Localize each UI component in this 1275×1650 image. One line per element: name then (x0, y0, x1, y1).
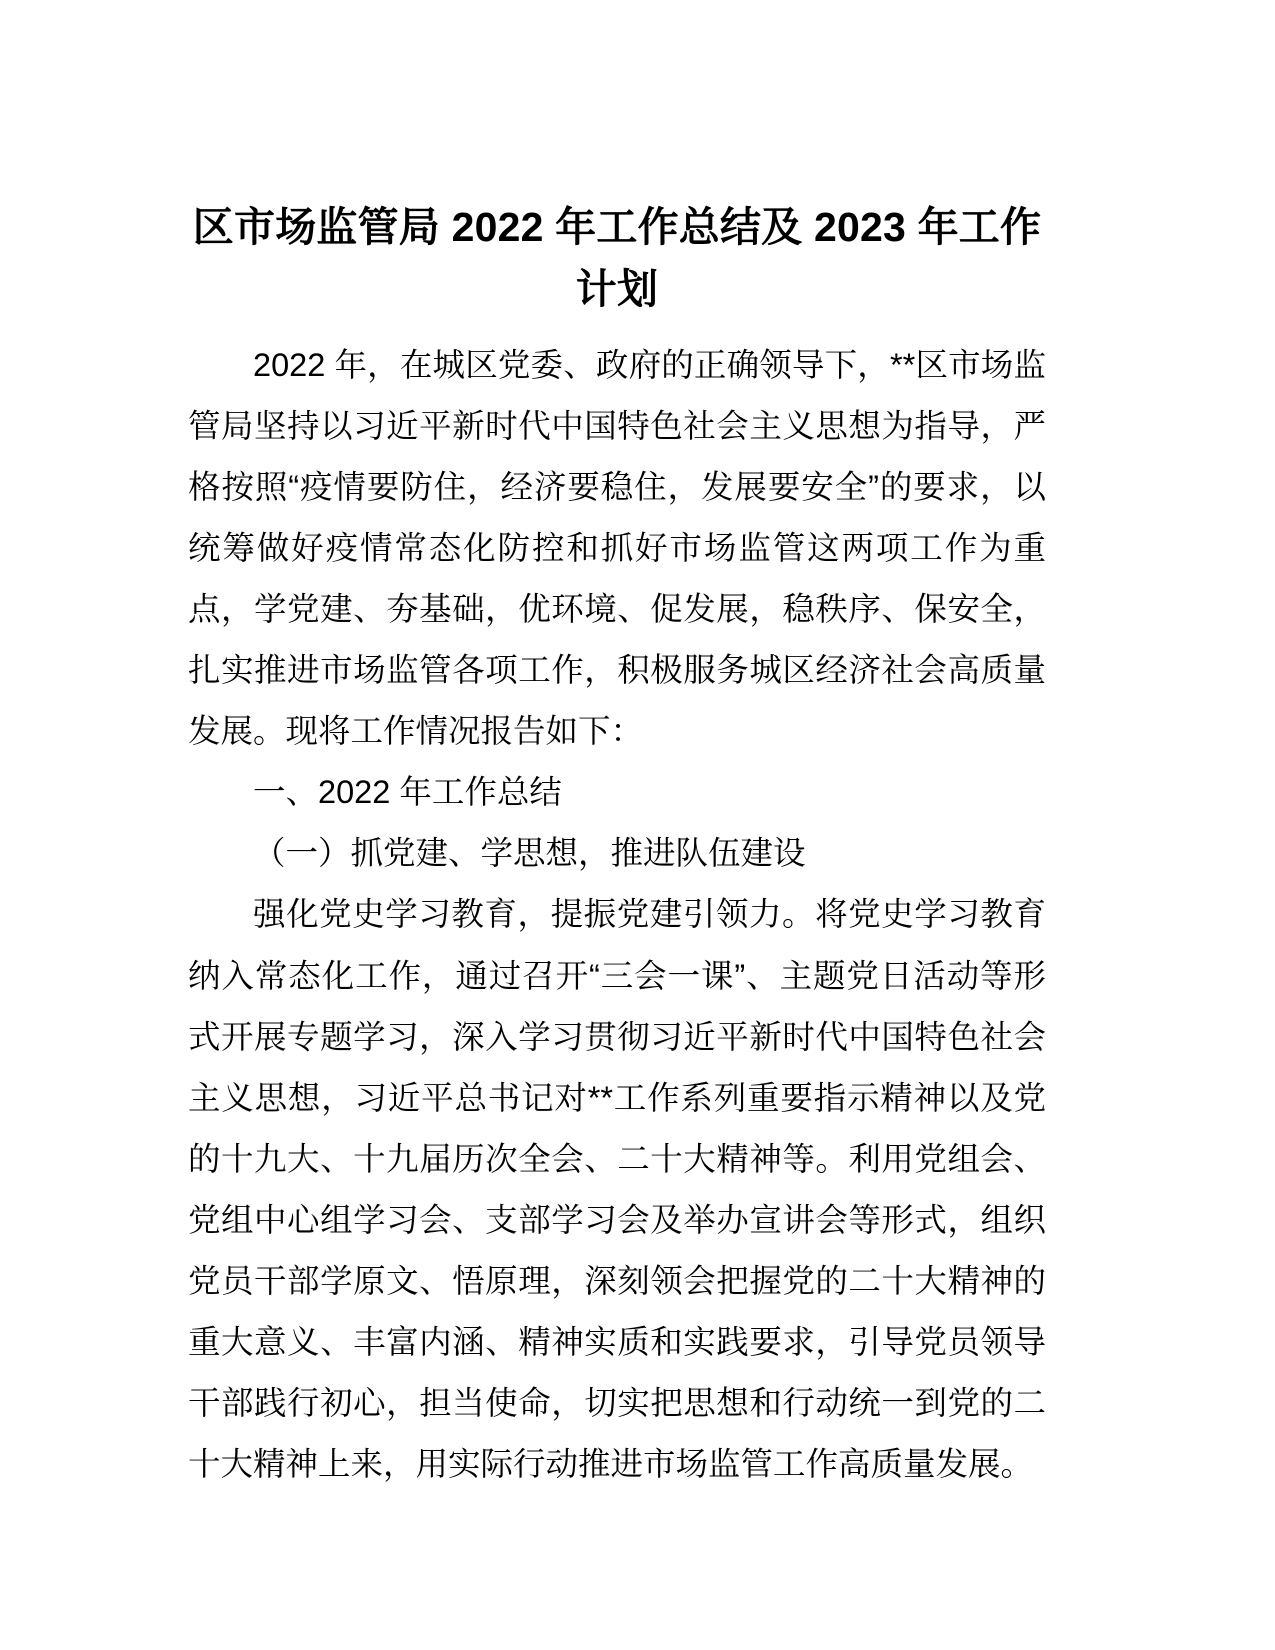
page-title-line-2: 计划 (575, 266, 659, 313)
party-building-paragraph: 强化党史学习教育，提振党建引领力。将党史学习教育纳入常态化工作，通过召开“三会一课”、主题党日活动等形式开展专题学习，深入学习贯彻习近平新时代中国特色社会主义思想，习近平总书记对**工作系列重要指示精神以及党的十九大、十九届历次全会、二十大精神等。利用党组会、党组中心组学习会、支部学习会及举办宣讲会等形式，组织党员干部学原文、悟原理，深刻领会把握党的二十大精神的重大意义、丰富内涵、精神实质和实践要求，引导党员领导干部践行初心，担当使命，切实把思想和行动统一到党的二十大精神上来，用实际行动推进市场监管工作高质量发展。 (188, 896, 1046, 1483)
page-title (188, 196, 1046, 321)
document-body (188, 196, 1046, 1495)
intro-paragraph: 2022 年，在城区党委、政府的正确领导下，**区市场监管局坚持以习近平新时代中国特色社会主义思想为指导，严格按照“疫情要防住，经济要稳住，发展要安全”的要求，以统筹做好疫情常态化防控和抓好市场监管这两项工作为重点，学党建、夯基础，优环境、促发展，稳秩序、保安全，扎实推进市场监管各项工作，积极服务城区经济社会高质量发展。现将工作情况报告如下： (188, 346, 1046, 750)
subsection-heading-one-one: （一）抓党建、学思想，推进队伍建设 (253, 835, 806, 872)
page-title-line-1: 区市场监管局 2022 年工作总结及 2023 年工作 (192, 204, 1042, 250)
section-heading-one: 一、2022 年工作总结 (253, 774, 562, 811)
